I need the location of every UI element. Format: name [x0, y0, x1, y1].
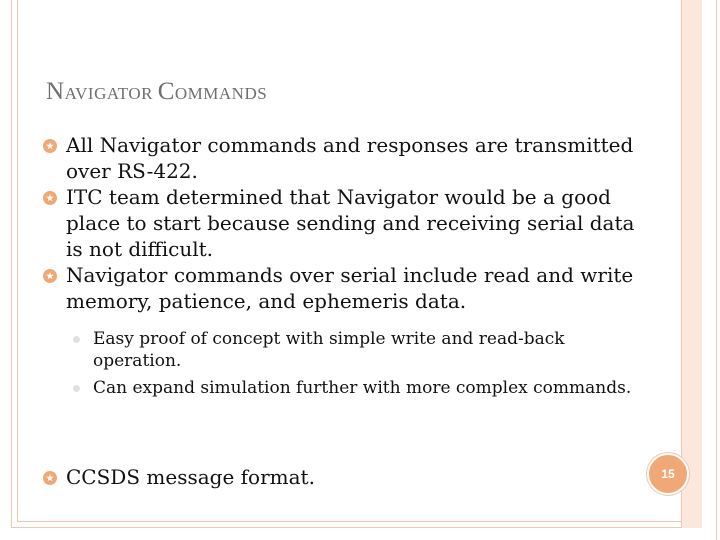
bullet-item — [43, 184, 653, 262]
sub-bullet-item — [66, 377, 653, 399]
title-initial-1: N — [46, 78, 65, 105]
star-bullet-icon — [43, 471, 57, 485]
sub-bullet-text: Easy proof of concept with simple write and read-back operation. — [93, 329, 565, 371]
sub-bullet-list — [66, 328, 653, 399]
bullet-item — [43, 132, 653, 184]
bullet-list — [43, 132, 653, 404]
dot-bullet-icon — [73, 336, 80, 343]
sub-bullet-item — [66, 328, 653, 372]
star-bullet-icon — [43, 191, 57, 205]
dot-bullet-icon — [73, 385, 80, 392]
right-decorative-line — [716, 0, 717, 540]
right-decorative-band — [681, 0, 702, 528]
sub-bullet-text: Can expand simulation further with more complex commands. — [93, 378, 632, 398]
title-rest-2: OMMANDS — [174, 84, 268, 103]
bullet-text: CCSDS message format. — [66, 465, 315, 489]
page-number-badge: 15 — [647, 453, 689, 495]
bullet-text: Navigator commands over serial include read and write memory, patience, and ephemeris data. — [66, 263, 634, 313]
star-bullet-icon — [43, 139, 57, 153]
slide-title — [46, 78, 267, 106]
title-rest-1: AVIGATOR — [64, 84, 158, 103]
bullet-text: All Navigator commands and responses are transmitted over RS-422. — [66, 133, 634, 183]
bullet-item — [43, 464, 315, 490]
bullet-item — [43, 262, 653, 399]
star-bullet-icon — [43, 269, 57, 283]
title-initial-2: C — [157, 78, 175, 105]
bullet-text: ITC team determined that Navigator would be a good place to start because sending and receiving serial data is not difficult. — [66, 185, 635, 261]
